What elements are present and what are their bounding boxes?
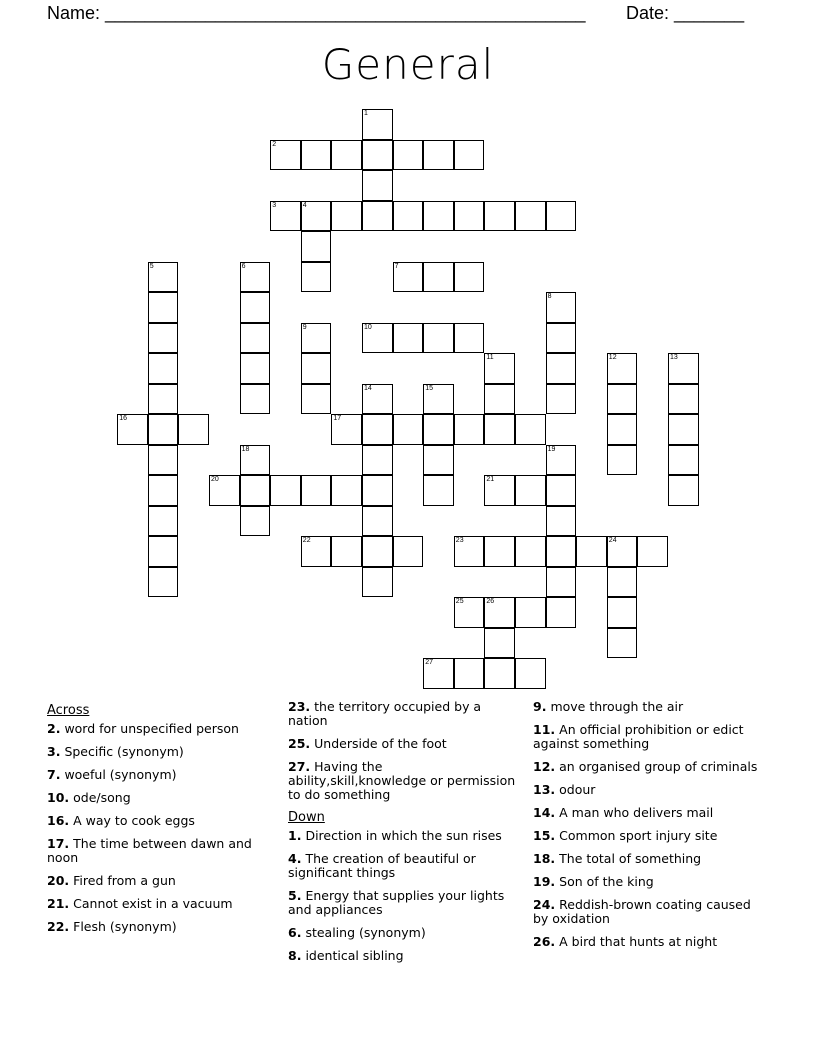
clue-text: identical sibling bbox=[305, 948, 404, 963]
grid-cell[interactable] bbox=[362, 445, 393, 476]
clue-label: 1. bbox=[288, 828, 302, 843]
clue-number: 20 bbox=[211, 476, 219, 484]
clue-number: 17 bbox=[333, 415, 342, 423]
clue-text: stealing (synonym) bbox=[305, 925, 426, 940]
clues-column-2 bbox=[288, 700, 523, 972]
clue-label: 20. bbox=[47, 873, 70, 888]
clue-label: 15. bbox=[533, 828, 556, 843]
across-clue bbox=[47, 837, 282, 865]
clue-label: 12. bbox=[533, 759, 556, 774]
clue-label: 10. bbox=[47, 790, 70, 805]
clue-label: 5. bbox=[288, 888, 302, 903]
grid-cell[interactable] bbox=[607, 384, 638, 415]
grid-cell[interactable] bbox=[576, 536, 607, 567]
grid-cell[interactable] bbox=[607, 567, 638, 598]
clue-number: 15 bbox=[425, 384, 433, 392]
clue-label: 14. bbox=[533, 805, 556, 820]
across-heading: Across bbox=[47, 703, 90, 718]
clue-label: 24. bbox=[533, 897, 556, 912]
clue-text: word for unspecified person bbox=[64, 721, 239, 736]
clue-number: 12 bbox=[608, 354, 617, 362]
grid-cell[interactable] bbox=[607, 597, 638, 628]
grid-cell[interactable] bbox=[607, 628, 638, 659]
grid-cell[interactable] bbox=[423, 384, 454, 415]
grid-cell[interactable] bbox=[393, 201, 424, 232]
clue-number: 26 bbox=[486, 598, 495, 606]
grid-cell[interactable] bbox=[331, 475, 362, 506]
grid-cell[interactable] bbox=[301, 262, 332, 293]
grid-cell[interactable] bbox=[484, 414, 515, 445]
grid-cell[interactable] bbox=[362, 567, 393, 598]
clue-text: an organised group of criminals bbox=[559, 759, 758, 774]
grid-cell[interactable] bbox=[362, 506, 393, 537]
grid-cell[interactable] bbox=[607, 414, 638, 445]
clue-label: 8. bbox=[288, 948, 302, 963]
grid-cell[interactable] bbox=[393, 140, 424, 171]
grid-cell[interactable] bbox=[362, 323, 393, 354]
grid-cell[interactable] bbox=[148, 506, 179, 537]
clue-text: Having the ability,skill,knowledge or permission to do something bbox=[288, 759, 516, 802]
across-clue bbox=[288, 737, 523, 751]
clue-number: 18 bbox=[241, 445, 250, 453]
name-field[interactable]: Name: ________________________________________________ bbox=[47, 3, 586, 23]
grid-cell[interactable] bbox=[423, 201, 454, 232]
grid-cell[interactable] bbox=[484, 384, 515, 415]
grid-cell[interactable] bbox=[454, 597, 485, 628]
grid-cell[interactable] bbox=[423, 414, 454, 445]
clue-number: 14 bbox=[364, 384, 372, 392]
grid-cell[interactable] bbox=[301, 384, 332, 415]
clues-column-3 bbox=[533, 700, 768, 958]
clue-number: 22 bbox=[302, 537, 311, 545]
grid-cell[interactable] bbox=[270, 201, 301, 232]
clue-number: 2 bbox=[272, 140, 277, 148]
grid-cell[interactable] bbox=[454, 536, 485, 567]
grid-cell[interactable] bbox=[515, 536, 546, 567]
grid-cell[interactable] bbox=[148, 414, 179, 445]
grid-cell[interactable] bbox=[484, 536, 515, 567]
grid-cell[interactable] bbox=[546, 567, 577, 598]
across-clue bbox=[47, 874, 282, 888]
grid-cell[interactable] bbox=[515, 201, 546, 232]
grid-cell[interactable] bbox=[331, 536, 362, 567]
grid-cell[interactable] bbox=[240, 506, 271, 537]
grid-cell[interactable] bbox=[423, 658, 454, 689]
grid-cell[interactable] bbox=[668, 353, 699, 384]
clue-text: woeful (synonym) bbox=[64, 767, 177, 782]
grid-cell[interactable] bbox=[240, 323, 271, 354]
clue-number: 8 bbox=[547, 293, 552, 301]
grid-cell[interactable] bbox=[240, 445, 271, 476]
grid-cell[interactable] bbox=[546, 445, 577, 476]
down-clue bbox=[533, 760, 768, 774]
clue-number: 24 bbox=[608, 537, 617, 545]
grid-cell[interactable] bbox=[331, 201, 362, 232]
grid-cell[interactable] bbox=[607, 536, 638, 567]
down-clue bbox=[288, 852, 523, 880]
clue-label: 22. bbox=[47, 919, 70, 934]
across-clue bbox=[47, 920, 282, 934]
grid-cell[interactable] bbox=[301, 231, 332, 262]
grid-cell[interactable] bbox=[148, 262, 179, 293]
grid-cell[interactable] bbox=[148, 353, 179, 384]
across-clue bbox=[47, 745, 282, 759]
grid-cell[interactable] bbox=[362, 384, 393, 415]
clue-text: The time between dawn and noon bbox=[47, 836, 252, 865]
grid-cell[interactable] bbox=[331, 140, 362, 171]
grid-cell[interactable] bbox=[240, 262, 271, 293]
grid-cell[interactable] bbox=[301, 201, 332, 232]
clue-text: Fired from a gun bbox=[73, 873, 176, 888]
across-clue bbox=[47, 722, 282, 736]
clue-number: 7 bbox=[394, 262, 399, 270]
grid-cell[interactable] bbox=[607, 445, 638, 476]
date-field[interactable]: Date: _______ bbox=[626, 3, 745, 23]
clue-text: The total of something bbox=[559, 851, 702, 866]
clue-number: 6 bbox=[241, 262, 246, 270]
clue-text: An official prohibition or edict against something bbox=[533, 722, 744, 751]
grid-cell[interactable] bbox=[546, 506, 577, 537]
grid-cell[interactable] bbox=[393, 414, 424, 445]
clue-number: 11 bbox=[486, 354, 494, 362]
down-clue bbox=[288, 889, 523, 917]
grid-cell[interactable] bbox=[423, 140, 454, 171]
down-clue bbox=[533, 935, 768, 949]
grid-cell[interactable] bbox=[362, 170, 393, 201]
grid-cell[interactable] bbox=[270, 475, 301, 506]
across-clue bbox=[288, 700, 523, 728]
down-clue bbox=[288, 949, 523, 963]
grid-cell[interactable] bbox=[484, 658, 515, 689]
grid-cell[interactable] bbox=[515, 414, 546, 445]
across-clue bbox=[47, 768, 282, 782]
grid-cell[interactable] bbox=[148, 475, 179, 506]
clue-text: A man who delivers mail bbox=[559, 805, 714, 820]
clue-text: A way to cook eggs bbox=[73, 813, 195, 828]
clue-label: 27. bbox=[288, 759, 311, 774]
grid-cell[interactable] bbox=[362, 109, 393, 140]
clue-number: 23 bbox=[455, 537, 464, 545]
clue-number: 21 bbox=[486, 476, 495, 484]
grid-cell[interactable] bbox=[484, 475, 515, 506]
clue-text: Energy that supplies your lights and appliances bbox=[288, 888, 505, 917]
clue-number: 13 bbox=[670, 354, 678, 362]
down-clue bbox=[533, 829, 768, 843]
grid-cell[interactable] bbox=[546, 384, 577, 415]
clues-column-1 bbox=[47, 700, 282, 943]
clue-text: Reddish-brown coating caused by oxidation bbox=[533, 897, 751, 926]
grid-cell[interactable] bbox=[454, 323, 485, 354]
down-clue bbox=[533, 723, 768, 751]
clue-number: 5 bbox=[149, 262, 154, 270]
down-clue bbox=[533, 875, 768, 889]
page-title: General bbox=[321, 40, 495, 89]
clue-number: 27 bbox=[425, 659, 433, 667]
grid-cell[interactable] bbox=[515, 475, 546, 506]
clue-text: Underside of the foot bbox=[314, 736, 447, 751]
clue-label: 17. bbox=[47, 836, 70, 851]
grid-cell[interactable] bbox=[148, 384, 179, 415]
grid-cell[interactable] bbox=[362, 414, 393, 445]
across-clue bbox=[288, 760, 523, 802]
grid-cell[interactable] bbox=[637, 536, 668, 567]
clue-label: 18. bbox=[533, 851, 556, 866]
clue-text: Cannot exist in a vacuum bbox=[73, 896, 233, 911]
clue-label: 23. bbox=[288, 699, 311, 714]
grid-cell[interactable] bbox=[301, 140, 332, 171]
grid-cell[interactable] bbox=[484, 201, 515, 232]
down-clue bbox=[288, 926, 523, 940]
down-clue bbox=[533, 898, 768, 926]
across-clue bbox=[47, 897, 282, 911]
clue-number: 4 bbox=[302, 201, 307, 209]
down-clue bbox=[533, 700, 768, 714]
grid-cell[interactable] bbox=[546, 536, 577, 567]
grid-cell[interactable] bbox=[393, 262, 424, 293]
grid-cell[interactable] bbox=[668, 414, 699, 445]
grid-cell[interactable] bbox=[607, 353, 638, 384]
clue-label: 4. bbox=[288, 851, 302, 866]
down-clue bbox=[533, 783, 768, 797]
clue-number: 9 bbox=[302, 323, 307, 331]
grid-cell[interactable] bbox=[423, 262, 454, 293]
grid-cell[interactable] bbox=[668, 384, 699, 415]
down-clue bbox=[288, 829, 523, 843]
clue-number: 1 bbox=[364, 110, 368, 118]
grid-cell[interactable] bbox=[240, 353, 271, 384]
grid-cell[interactable] bbox=[331, 414, 362, 445]
grid-cell[interactable] bbox=[117, 414, 148, 445]
down-heading: Down bbox=[288, 810, 325, 825]
grid-cell[interactable] bbox=[393, 536, 424, 567]
grid-cell[interactable] bbox=[484, 628, 515, 659]
grid-cell[interactable] bbox=[240, 475, 271, 506]
grid-cell[interactable] bbox=[240, 384, 271, 415]
grid-cell[interactable] bbox=[546, 353, 577, 384]
grid-cell[interactable] bbox=[515, 658, 546, 689]
clue-label: 13. bbox=[533, 782, 556, 797]
clue-text: the territory occupied by a nation bbox=[288, 699, 482, 728]
grid-cell[interactable] bbox=[393, 323, 424, 354]
clue-label: 6. bbox=[288, 925, 302, 940]
grid-cell[interactable] bbox=[546, 597, 577, 628]
grid-cell[interactable] bbox=[301, 353, 332, 384]
grid-cell[interactable] bbox=[454, 658, 485, 689]
grid-cell[interactable] bbox=[423, 445, 454, 476]
clue-label: 26. bbox=[533, 934, 556, 949]
grid-cell[interactable] bbox=[454, 140, 485, 171]
grid-cell[interactable] bbox=[148, 567, 179, 598]
across-clue bbox=[47, 791, 282, 805]
grid-cell[interactable] bbox=[301, 475, 332, 506]
clue-label: 9. bbox=[533, 699, 547, 714]
grid-cell[interactable] bbox=[546, 323, 577, 354]
clue-label: 2. bbox=[47, 721, 61, 736]
grid-cell[interactable] bbox=[454, 414, 485, 445]
grid-cell[interactable] bbox=[148, 292, 179, 323]
grid-cell[interactable] bbox=[362, 140, 393, 171]
grid-cell[interactable] bbox=[301, 323, 332, 354]
clue-number: 3 bbox=[272, 201, 277, 209]
grid-cell[interactable] bbox=[454, 201, 485, 232]
grid-cell[interactable] bbox=[240, 292, 271, 323]
clue-number: 16 bbox=[119, 415, 127, 423]
crossword-grid bbox=[118, 110, 738, 730]
grid-cell[interactable] bbox=[362, 536, 393, 567]
clue-text: Common sport injury site bbox=[559, 828, 718, 843]
clue-text: Son of the king bbox=[559, 874, 654, 889]
grid-cell[interactable] bbox=[454, 262, 485, 293]
grid-cell[interactable] bbox=[362, 475, 393, 506]
clue-label: 19. bbox=[533, 874, 556, 889]
clue-label: 3. bbox=[47, 744, 61, 759]
clue-number: 10 bbox=[364, 323, 372, 331]
clue-text: ode/song bbox=[73, 790, 131, 805]
clue-text: A bird that hunts at night bbox=[559, 934, 718, 949]
grid-cell[interactable] bbox=[515, 597, 546, 628]
grid-cell[interactable] bbox=[270, 140, 301, 171]
grid-cell[interactable] bbox=[301, 536, 332, 567]
clue-label: 21. bbox=[47, 896, 70, 911]
grid-cell[interactable] bbox=[423, 323, 454, 354]
grid-cell[interactable] bbox=[546, 292, 577, 323]
grid-cell[interactable] bbox=[362, 201, 393, 232]
clue-text: odour bbox=[559, 782, 596, 797]
clue-text: The creation of beautiful or significant things bbox=[288, 851, 476, 880]
grid-cell[interactable] bbox=[178, 414, 209, 445]
clue-text: Specific (synonym) bbox=[64, 744, 184, 759]
grid-cell[interactable] bbox=[546, 201, 577, 232]
clue-label: 7. bbox=[47, 767, 61, 782]
down-clue bbox=[533, 852, 768, 866]
grid-cell[interactable] bbox=[148, 323, 179, 354]
clue-text: Flesh (synonym) bbox=[73, 919, 177, 934]
grid-cell[interactable] bbox=[148, 536, 179, 567]
clue-text: move through the air bbox=[550, 699, 684, 714]
grid-cell[interactable] bbox=[484, 597, 515, 628]
down-clue bbox=[533, 806, 768, 820]
grid-cell[interactable] bbox=[546, 475, 577, 506]
clue-text: Direction in which the sun rises bbox=[305, 828, 502, 843]
clue-label: 16. bbox=[47, 813, 70, 828]
clue-number: 25 bbox=[455, 598, 464, 606]
grid-cell[interactable] bbox=[668, 475, 699, 506]
grid-cell[interactable] bbox=[668, 445, 699, 476]
grid-cell[interactable] bbox=[209, 475, 240, 506]
grid-cell[interactable] bbox=[484, 353, 515, 384]
grid-cell[interactable] bbox=[148, 445, 179, 476]
clue-label: 25. bbox=[288, 736, 311, 751]
clue-number: 19 bbox=[547, 445, 556, 453]
grid-cell[interactable] bbox=[423, 475, 454, 506]
across-clue bbox=[47, 814, 282, 828]
clue-label: 11. bbox=[533, 722, 556, 737]
